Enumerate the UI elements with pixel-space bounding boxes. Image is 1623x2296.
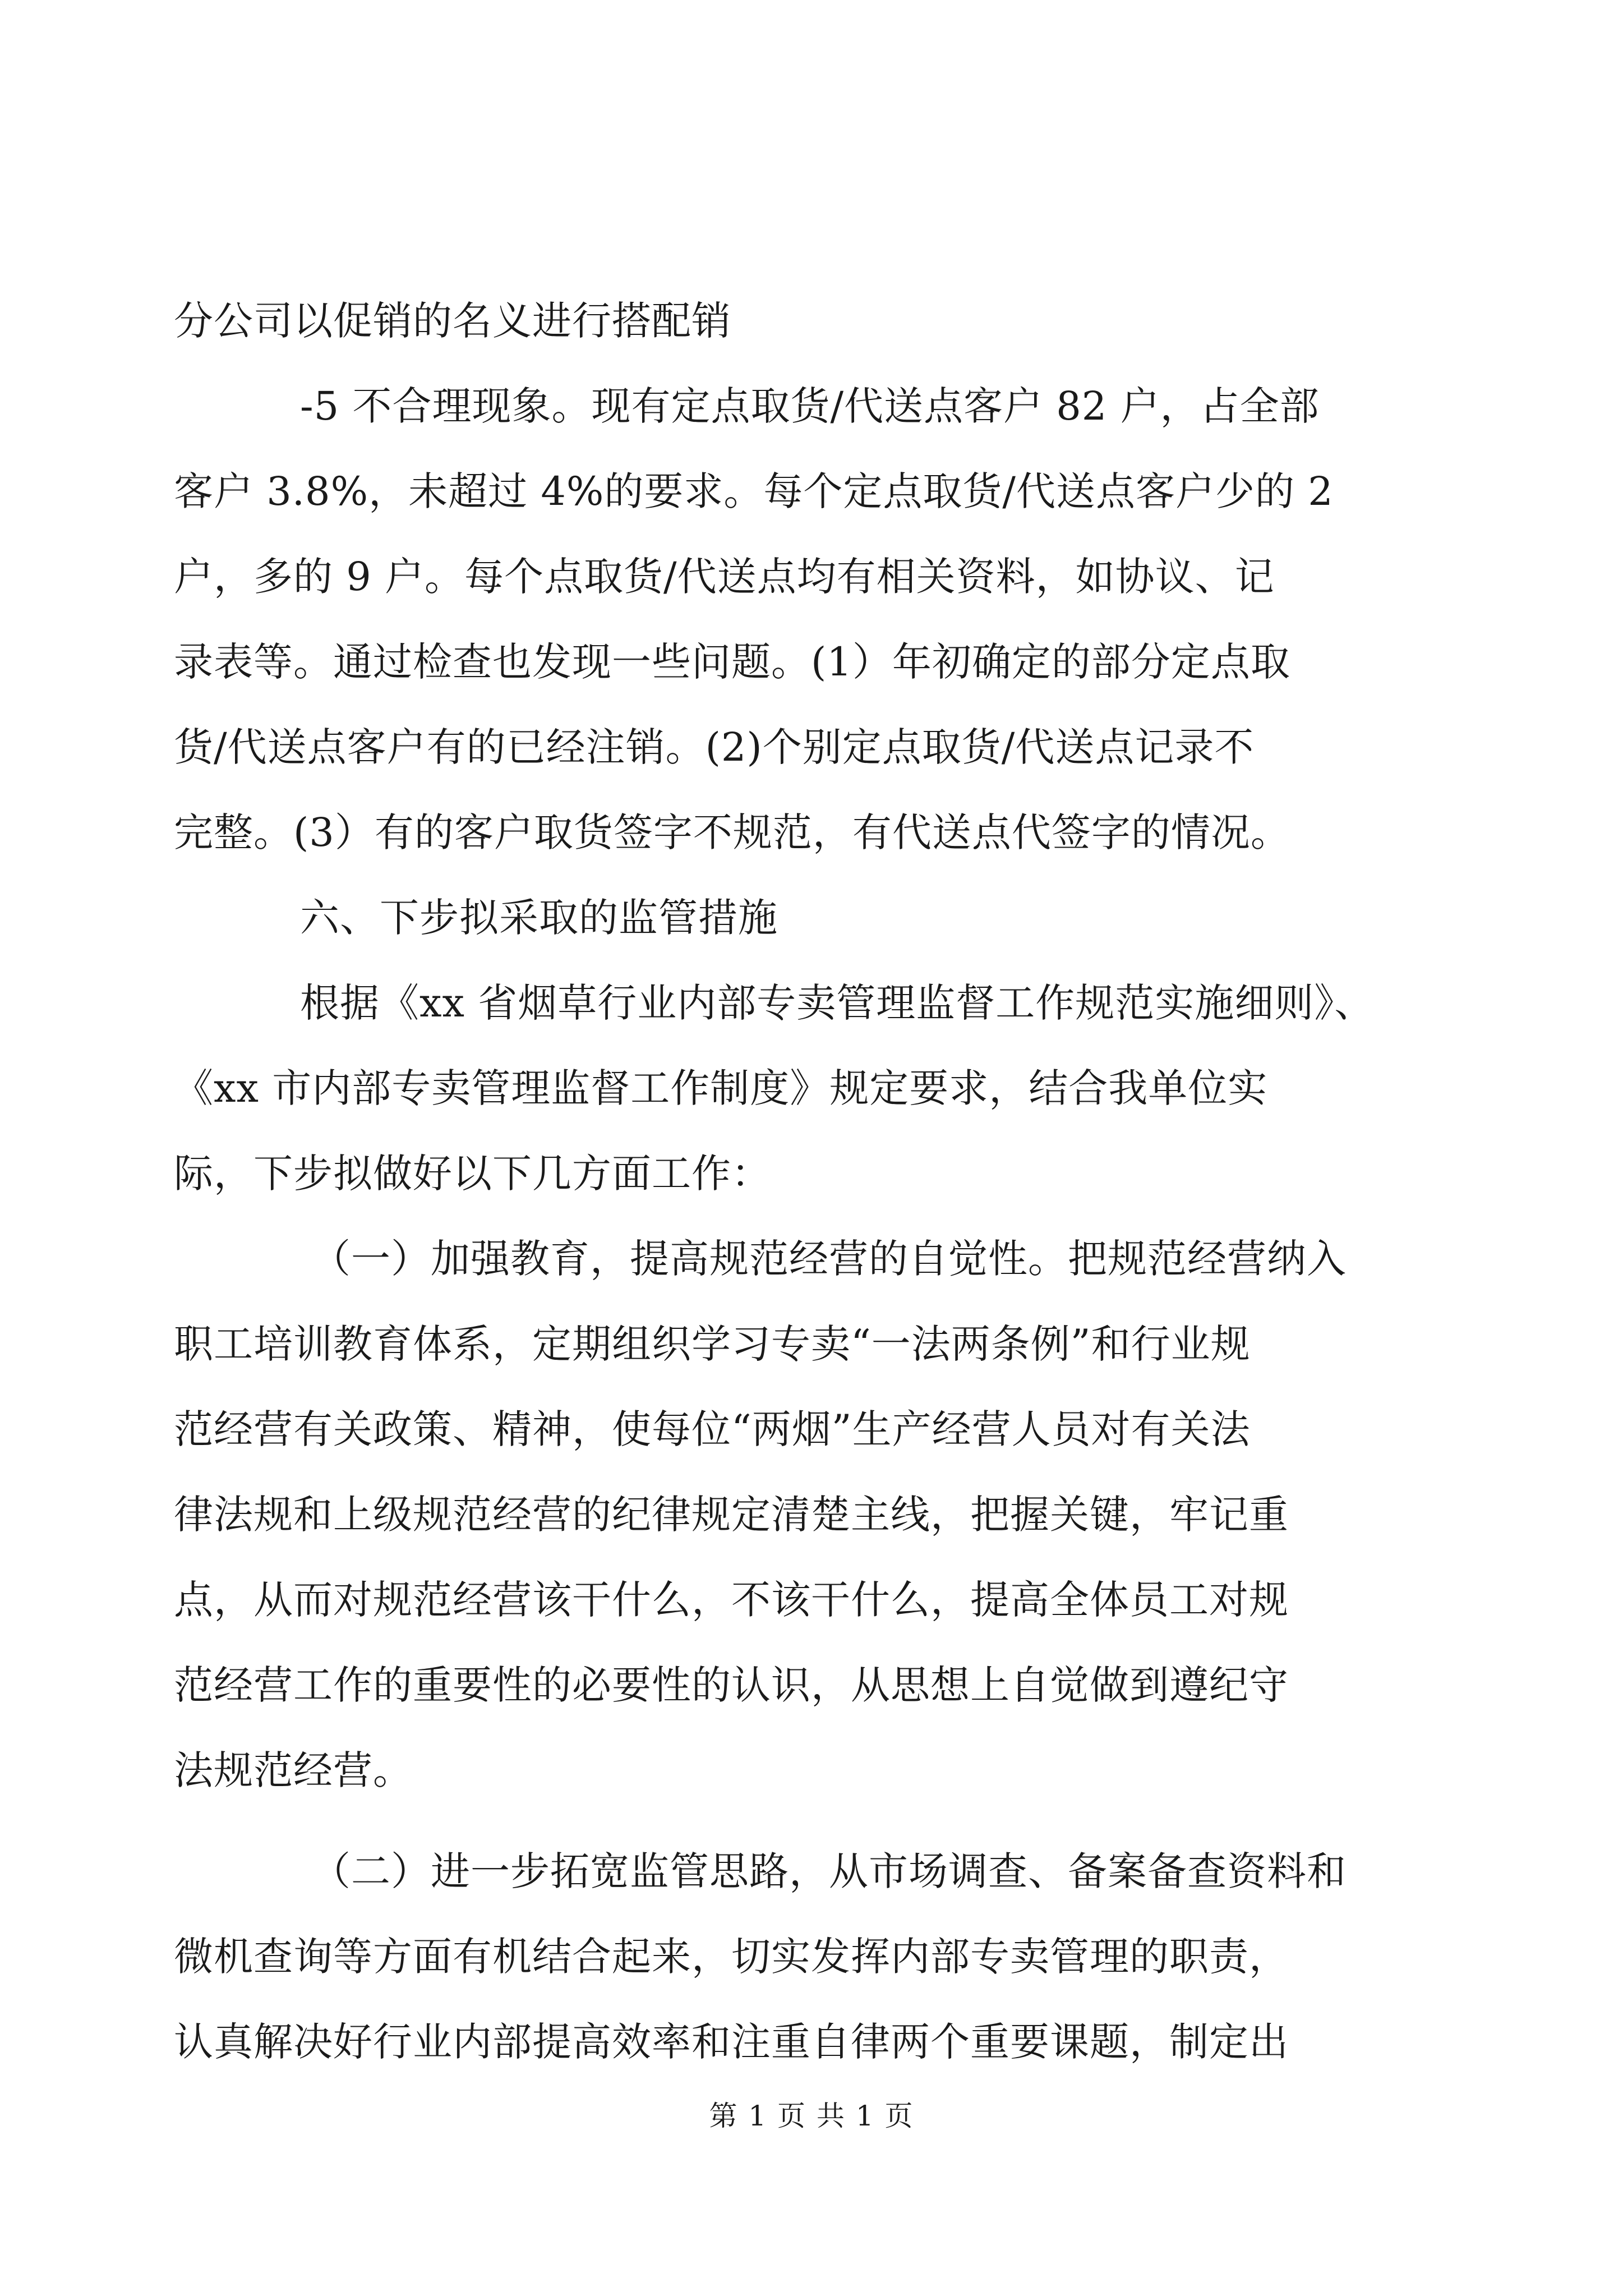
text-line: -5 不合理现象。现有定点取货/代送点客户 82 户，占全部: [300, 383, 1320, 429]
text-line: 户，多的 9 户。每个点取货/代送点均有相关资料，如协议、记: [174, 554, 1275, 600]
text-line: 根据《xx 省烟草行业内部专卖管理监督工作规范实施细则》、: [300, 980, 1375, 1026]
text-line: 完整。(3）有的客户取货签字不规范，有代送点代签字的情况。: [174, 809, 1290, 855]
text-line: 货/代送点客户有的已经注销。(2)个别定点取货/代送点记录不: [174, 724, 1255, 770]
text-line: 《xx 市内部专卖管理监督工作制度》规定要求，结合我单位实: [174, 1065, 1268, 1111]
text-line: 律法规和上级规范经营的纪律规定清楚主线，把握关键，牢记重: [174, 1492, 1289, 1538]
text-line: 认真解决好行业内部提高效率和注重自律两个重要课题，制定出: [174, 2019, 1289, 2065]
text-line: 分公司以促销的名义进行搭配销: [174, 298, 731, 344]
page-number-footer: 第 1 页 共 1 页: [709, 2100, 914, 2132]
text-line: 范经营有关政策、精神，使每位“两烟”生产经营人员对有关法: [174, 1406, 1251, 1452]
text-line: 法规范经营。: [174, 1747, 413, 1793]
document-body: [174, 300, 1464, 2106]
text-line: 职工培训教育体系，定期组织学习专卖“一法两条例”和行业规: [174, 1321, 1251, 1367]
text-line: 范经营工作的重要性的必要性的认识，从思想上自觉做到遵纪守: [174, 1662, 1289, 1708]
text-line: 客户 3.8%，未超过 4%的要求。每个定点取货/代送点客户少的 2: [174, 468, 1334, 514]
text-line: 际，下步拟做好以下几方面工作：: [174, 1151, 771, 1197]
text-line: 点，从而对规范经营该干什么，不该干什么，提高全体员工对规: [174, 1577, 1289, 1623]
section-heading: 六、下步拟采取的监管措施: [300, 895, 778, 941]
text-line: 微机查询等方面有机结合起来，切实发挥内部专卖管理的职责，: [174, 1934, 1289, 1980]
text-line: （二）进一步拓宽监管思路，从市场调查、备案备查资料和: [311, 1848, 1347, 1894]
text-line: （一）加强教育，提高规范经营的自觉性。把规范经营纳入: [311, 1236, 1347, 1282]
text-line: 录表等。通过检查也发现一些问题。(1）年初确定的部分定点取: [174, 639, 1290, 685]
